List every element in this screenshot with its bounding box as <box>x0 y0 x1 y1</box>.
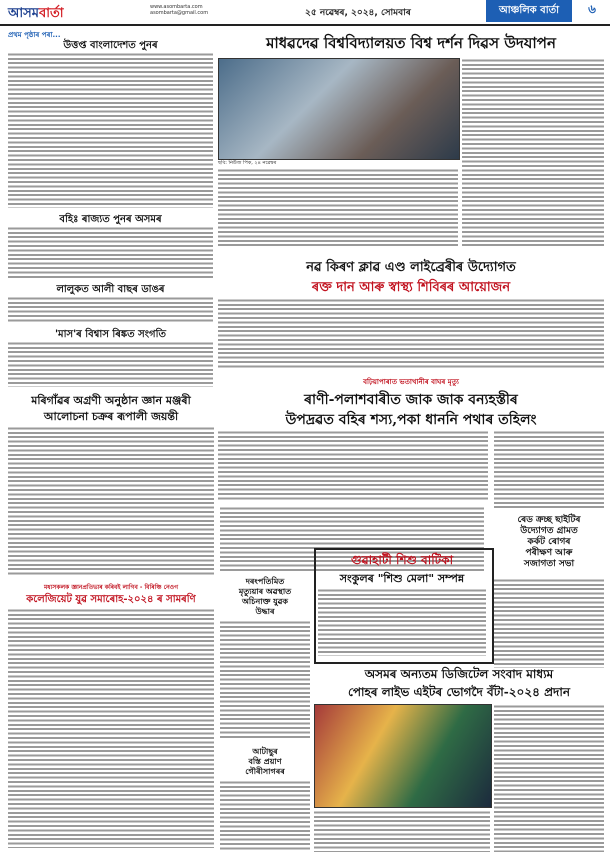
bottom-story-body <box>494 704 604 852</box>
obit-line-1: দৰংপতিমিত <box>245 576 285 586</box>
obit-box <box>220 576 310 616</box>
second-story-body <box>218 298 604 370</box>
right-sidebar-headline <box>494 515 604 570</box>
third-story-headline-2: উপদ্ৰৱত বহিৰ শস্য,পকা ধাননি পথাৰ তহিলং <box>285 412 537 428</box>
story1-headline: উত্তপ্ত বাংলাদেশত পুনৰ <box>63 40 158 51</box>
bottom-story-headline-2: পোহৰ লাইভ এইটৰ ভোগদৈ বঁটা-২০২৪ প্ৰদান <box>348 685 570 699</box>
mid-left-body-2 <box>8 608 214 848</box>
bottom-story-photo <box>314 704 492 808</box>
right-sidebar-headline-4: পৰীক্ষণ আৰু <box>525 548 573 558</box>
section-tab: আঞ্চলিক বাৰ্তা <box>486 0 572 22</box>
bottom-left-box <box>220 746 310 776</box>
main-story-headline: মাধৱদেৱ বিশ্ববিদ্যালয়ত বিশ্ব দৰ্শন দিৱস উদযাপন <box>266 34 556 52</box>
story4-body <box>8 341 213 387</box>
story3-headline: লালুকত আলী বাছৰ ডাঙৰ <box>56 284 165 295</box>
right-sidebar-headline-3: কৰ্কট ৰোগৰ <box>527 537 571 547</box>
main-story-body-b <box>462 58 604 248</box>
mid-left-headline-3: কলেজিয়েট যুৱ সমাৰোহ-২০২৪ ৰ সামৰণি <box>26 594 196 605</box>
obit-line-4: উদ্ধাৰ <box>255 606 275 616</box>
logo-left-text: আসম <box>8 6 39 21</box>
story2-body <box>8 226 213 278</box>
issue-date: ২৫ নৱেম্বৰ, ২০২৪, সোমবাৰ <box>305 8 411 18</box>
story2-headline: বহিঃ ৰাজ্যত পুনৰ অসমৰ <box>59 214 162 225</box>
second-story-headline-1: নৱ কিৰণ ক্লাৱ এণ্ড লাইব্ৰেৰীৰ উদ্যোগত <box>306 260 516 275</box>
logo-right-text: বাৰ্তা <box>38 6 64 21</box>
bottom-left-line-2: বস্তি প্ৰয়াণ <box>248 756 282 766</box>
second-story-headline-2: ৰক্ত দান আৰু স্বাস্থ্য শিবিৰৰ আয়োজন <box>311 280 511 295</box>
story1-body <box>8 52 213 208</box>
obit-line-2: মৃত্যুয়াৰ অৱস্থাত <box>238 586 292 596</box>
website-text: www.asombarta.com <box>150 4 203 10</box>
obit-line-3: অচিনাক্ত যুৱক <box>241 596 289 606</box>
mid-left-headline-1: মৰিগাঁৱৰ অগ্ৰণী অনুষ্ঠান জ্ঞান মঞ্জৰী <box>31 394 191 407</box>
page-number: ৬ <box>588 2 596 16</box>
third-story-kicker: বঢ়িয়াপাৰাত ভতাখানীৰ বাঘৰ মৃত্যু <box>218 376 604 388</box>
email-text: asombarta@gmail.com <box>150 10 209 16</box>
continued-kicker: প্ৰথম পৃষ্ঠাৰ পৰা... <box>8 31 61 39</box>
guwahati-headline-2: সংকুলৰ "শিশু মেলা" সম্পন্ন <box>339 572 465 585</box>
masthead <box>0 0 610 26</box>
obit-body <box>220 620 310 740</box>
bottom-story-body-2 <box>314 810 490 852</box>
masthead-meta <box>150 4 208 16</box>
guwahati-headline-1: গুৱাহাটী শিশু বাটিকা <box>350 553 454 567</box>
mid-left-body <box>8 426 214 576</box>
guwahati-body <box>318 588 486 656</box>
right-sidebar-body-a <box>494 430 604 510</box>
main-story-body-a <box>218 168 458 248</box>
right-sidebar-headline-5: সজাগতা সভা <box>523 559 575 569</box>
newspaper-logo <box>8 2 96 21</box>
bottom-left-line-3: গৌৰীসাগৰৰ <box>245 766 285 776</box>
third-story-headline-1: ৰাণী-পলাশবাৰীত জাক জাক বন্যহস্তীৰ <box>304 392 518 408</box>
mid-left-headline-2: আলোচনা চক্ৰৰ ৰূপালী জয়ন্তী <box>43 410 179 423</box>
main-story-caption: ছবি: নিউজ পিক, ২৪ নৱেম্বৰ <box>218 160 277 166</box>
right-sidebar-headline-1: ৰেড ক্ৰচ্ছ ছাইটিৰ <box>517 515 581 525</box>
right-sidebar-body-b <box>494 578 604 668</box>
bottom-left-body <box>220 780 310 852</box>
mid-left-kicker: মধ্যসকলক জ্ঞানপ্ৰতিভাৰ কৰিবই লাগিব - বিৰিঞ্চি নেওগ <box>8 582 214 593</box>
third-story-body <box>218 430 488 500</box>
story3-body <box>8 296 213 322</box>
story4-headline: 'মাস'ৰ বিশ্বাস ৰিঙ্কত সংগতি <box>55 329 166 340</box>
bottom-story-headline-1: অসমৰ অন্যতম ডিজিটেল সংবাদ মাধ্যম <box>364 667 554 681</box>
right-sidebar-headline-2: উদ্যোগত গ্ৰামত <box>520 526 578 536</box>
main-story-photo <box>218 58 460 160</box>
bottom-left-line-1: আটাছুৰ <box>252 746 278 756</box>
